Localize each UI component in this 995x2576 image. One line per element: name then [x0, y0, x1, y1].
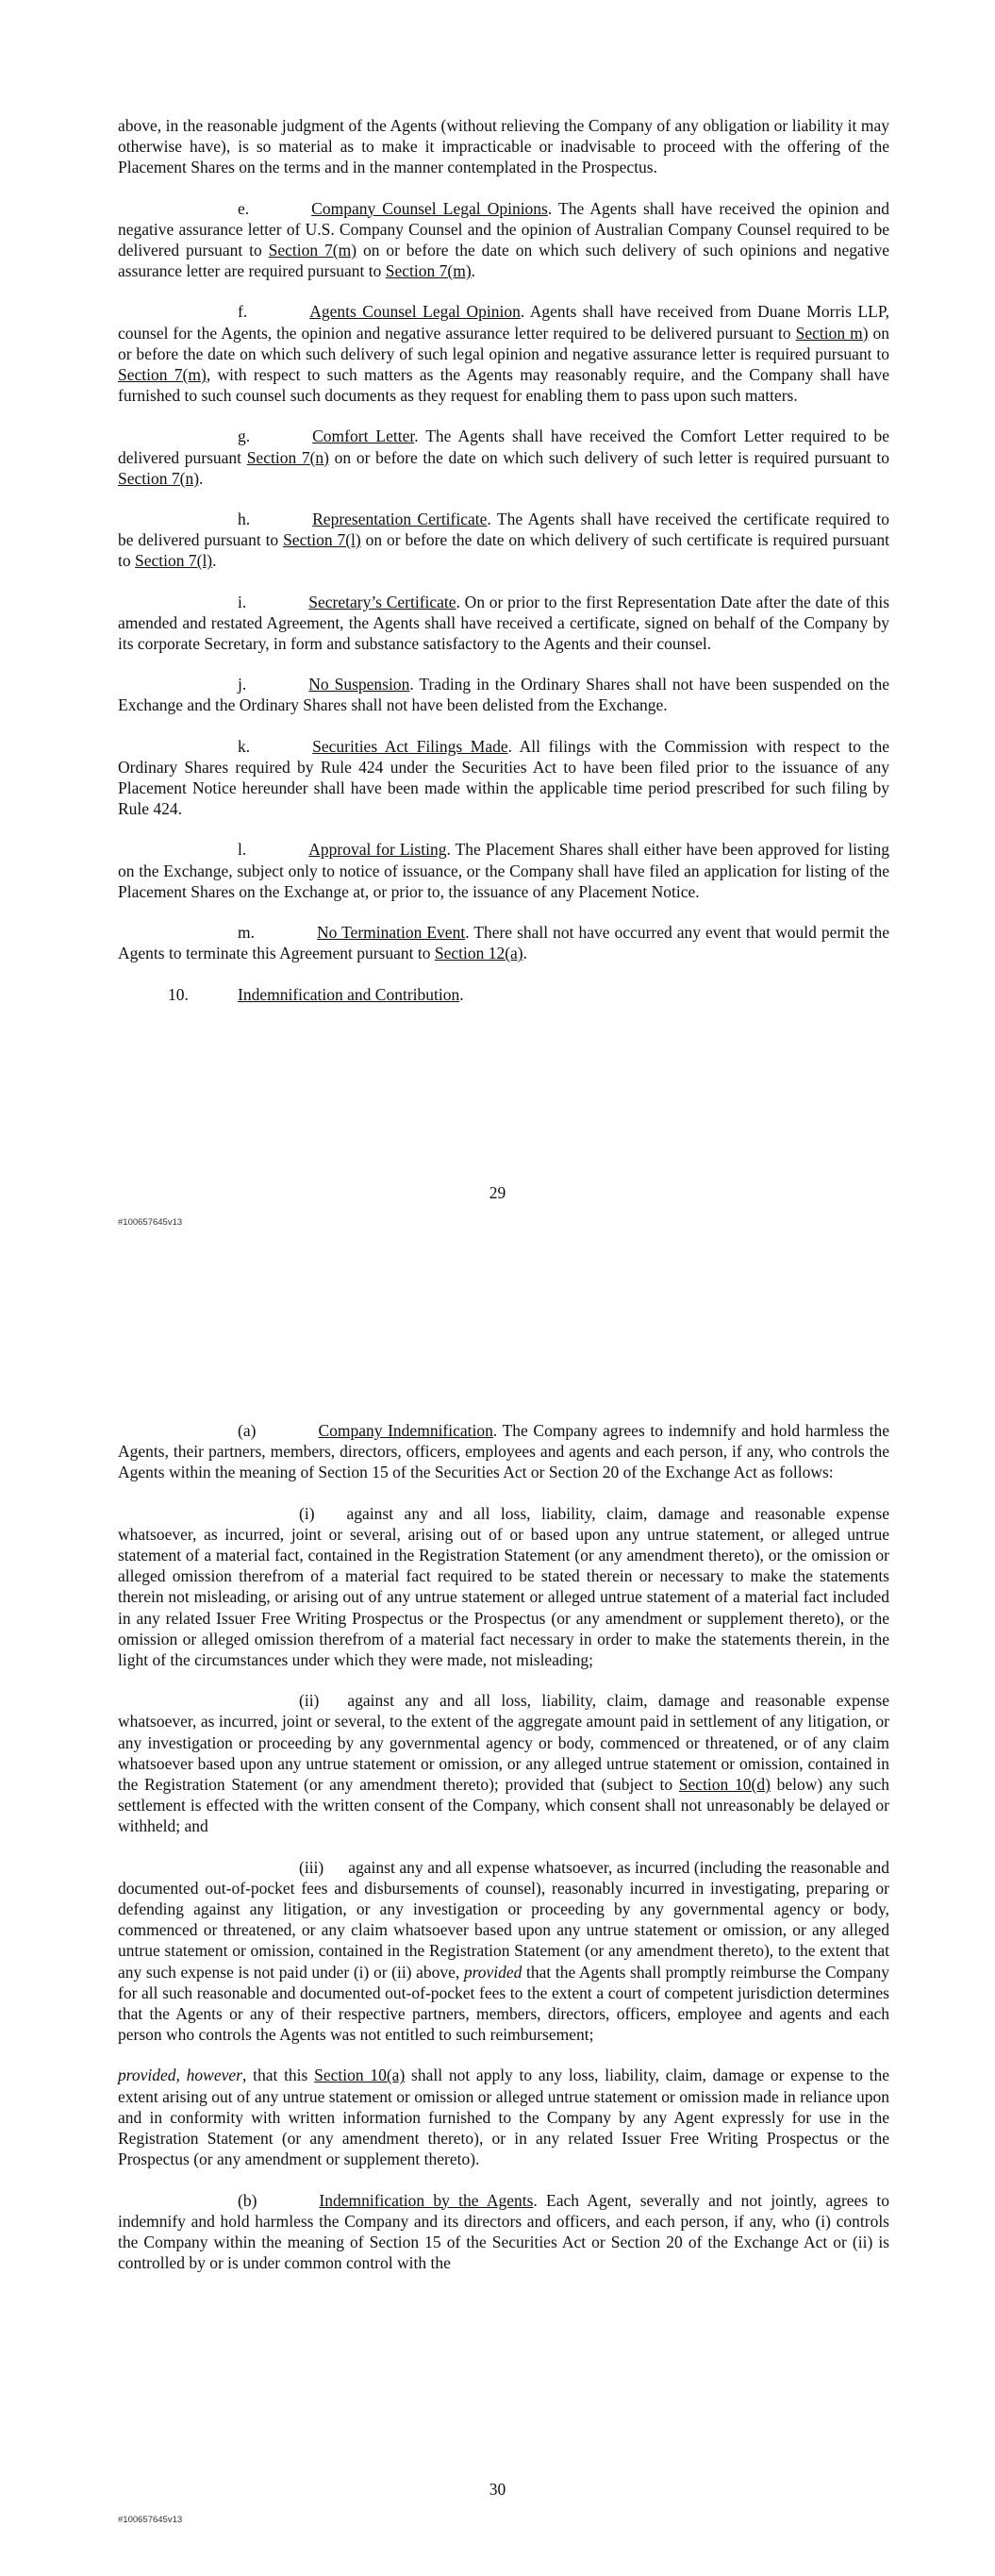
section-reference: Section 7(m)	[385, 261, 472, 281]
section-number: 10.	[168, 984, 189, 1004]
condition-item: h. Representation Certificate. The Agents shall have received the certificate required to be delivered pursuant to Section 7(l) on or before the date on which delivery of such certificate is required pursuant to Section 7(l).	[118, 510, 889, 571]
condition-item: m. No Termination Event. There shall not have occurred any event that would permit the Agents to terminate this Agreement pursuant to Section 12(a).	[118, 923, 889, 963]
page-30-body	[118, 1420, 889, 2293]
clause-a-iii: (iii) against any and all expense whatsoever, as incurred (including the reasonable and documented out-of-pocket fees and disbursements of counsel), reasonably incurred in investigating, preparing or defending against any litigation, or any investigation or proceeding by any governmental agency or body, commenced or threatened, or any claim whatsoever based upon any untrue statement or omission, or any alleged untrue statement or omission, contained in the Registration Statement (or any amendment thereto), to the extent that any such expense is not paid under (i) or (ii) above, provided that the Agents shall promptly reimburse the Company for all such reasonable and documented out-of-pocket fees to the extent a court of competent jurisdiction determines that the Agents or any of their respective partners, members, directors, officers, employee and agents and each person who controls the Agents was not entitled to such reimbursement;	[118, 1857, 889, 2045]
condition-heading: No Suspension	[308, 675, 410, 694]
document-id: #100657645v13	[118, 1217, 183, 1228]
section-reference: Section 7(l)	[135, 551, 213, 571]
section-reference: Section 10(a)	[314, 2066, 406, 2085]
section-reference: Section 12(a)	[434, 944, 523, 963]
section-reference: Section 7(n)	[118, 468, 200, 488]
section-reference: Section 7(m)	[118, 365, 207, 385]
section-reference: Section 7(l)	[283, 530, 361, 550]
page-number: 30	[489, 2480, 506, 2499]
section-reference: Section m)	[795, 323, 869, 343]
condition-heading: Approval for Listing	[308, 840, 447, 860]
condition-heading: Securities Act Filings Made	[312, 736, 508, 756]
condition-item: l. Approval for Listing. The Placement Shares shall either have been approved for listing on the Exchange, subject only to notice of issuance, or the Company shall have filed an application for listing of the Placement Shares on the Exchange at, or prior to, the issuance of any Placement Notice.	[118, 840, 890, 901]
clause-a-heading: Company Indemnification	[318, 1421, 493, 1440]
condition-item: i. Secretary’s Certificate. On or prior to the first Representation Date after the date of this amended and restated Agreement, the Agents shall have received a certificate, signed on behalf of the Company by its corporate Secretary, in form and substance satisfactory to the Agents and their counsel.	[118, 592, 890, 654]
page-29-body	[118, 115, 889, 1025]
condition-item: k. Securities Act Filings Made. All filings with the Commission with respect to the Ordinary Shares required by Rule 424 under the Securities Act to have been filed prior to the issuance of any Placement Notice hereunder shall have been made within the applicable time period prescribed for such filing by Rule 424.	[118, 736, 889, 819]
clause-b: (b) Indemnification by the Agents. Each Agent, severally and not jointly, agrees to indemnify and hold harmless the Company and its directors and officers, and each person, if any, who (i) controls the Company within the meaning of Section 15 of the Securities Act or Section 20 of the Exchange Act or (ii) is controlled by or is under common control with the	[118, 2190, 889, 2273]
condition-item: g. Comfort Letter. The Agents shall have received the Comfort Letter required to be delivered pursuant Section 7(n) on or before the date on which such delivery of such letter is required pursuant to Section 7(n).	[118, 427, 890, 488]
page-30	[0, 1269, 995, 2576]
section-reference: Section 10(d)	[678, 1775, 771, 1795]
condition-heading: No Termination Event	[317, 923, 466, 943]
clause-a: (a) Company Indemnification. The Company agrees to indemnify and hold harmless the Agents, their partners, members, directors, officers, employees and agents and each person, if any, who controls the Agents within the meaning of Section 15 of the Securities Act or Section 20 of the Exchange Act as follows:	[118, 1421, 889, 1482]
section-reference: Section 7(m)	[268, 241, 357, 260]
section-reference: Section 7(n)	[246, 447, 330, 467]
clause-a-i: (i) against any and all loss, liability, claim, damage and reasonable expense whatsoever, as incurred, joint or several, arising out of or based upon any untrue statement, or alleged untrue statement of a material fact, contained in the Registration Statement (or any amendment thereto), or the omission or alleged omission therefrom of a material fact required to be stated therein or necessary to make the statements therein not misleading, or arising out of any untrue statement or alleged untrue statement of a material fact included in any related Issuer Free Writing Prospectus or the Prospectus (or any amendment or supplement thereto), or the omission or alleged omission therefrom of a material fact necessary in order to make the statements therein, in the light of the circumstances under which they were made, not misleading;	[118, 1503, 889, 1670]
condition-item: j. No Suspension. Trading in the Ordinary Shares shall not have been suspended on the Exchange and the Ordinary Shares shall not have been delisted from the Exchange.	[118, 675, 889, 715]
page-number: 29	[489, 1183, 506, 1202]
intro-paragraph: above, in the reasonable judgment of the Agents (without relieving the Company of any obligation or liability it may otherwise have), is so material as to make it impracticable or inadvisable to proceed with the offering of the Placement Shares on the terms and in the manner contemplated in the Prospectus.	[118, 116, 889, 177]
conditions-list	[118, 198, 889, 964]
condition-heading: Agents Counsel Legal Opinion	[309, 302, 521, 322]
page-29	[0, 0, 995, 1269]
document-id: #100657645v13	[118, 2515, 183, 2525]
condition-heading: Comfort Letter	[312, 427, 415, 446]
section-title: Indemnification and Contribution	[238, 984, 460, 1004]
condition-item: e. Company Counsel Legal Opinions. The Agents shall have received the opinion and negative assurance letter of U.S. Company Counsel and the opinion of Australian Company Counsel required to be delivered pursuant to Section 7(m) on or before the date on which such delivery of such opinions and negative assurance letter are required pursuant to Section 7(m).	[118, 198, 889, 281]
clause-a-ii: (ii) against any and all loss, liability, claim, damage and reasonable expense whatsoever, as incurred, joint or several, to the extent of the aggregate amount paid in settlement of any litigation, or any investigation or proceeding by any governmental agency or body, commenced or threatened, or of any claim whatsoever based upon any untrue statement or omission, or any alleged untrue statement or omission, contained in the Registration Statement (or any amendment thereto); provided that (subject to Section 10(d) below) any such settlement is effected with the written consent of the Company, which consent shall not unreasonably be delayed or withheld; and	[118, 1691, 889, 1836]
condition-heading: Representation Certificate	[312, 510, 488, 529]
condition-item: f. Agents Counsel Legal Opinion. Agents shall have received from Duane Morris LLP, counsel for the Agents, the opinion and negative assurance letter required to be delivered pursuant to Section m) on or before the date on which such delivery of such legal opinion and negative assurance letter is required pursuant to Section 7(m), with respect to such matters as the Agents may reasonably require, and the Company shall have furnished to such counsel such documents as they request for enabling them to pass upon such matters.	[118, 302, 889, 406]
condition-heading: Company Counsel Legal Opinions	[311, 198, 548, 218]
proviso-paragraph: provided, however, that this Section 10(a) shall not apply to any loss, liability, claim, damage or expense to the extent arising out of any untrue statement or omission or alleged untrue statement or omission made in reliance upon and in conformity with written information furnished to the Company by any Agent expressly for use in the Registration Statement (or any amendment thereto), or in any related Issuer Free Writing Prospectus or the Prospectus (or any amendment or supplement thereto).	[118, 2066, 890, 2169]
condition-heading: Secretary’s Certificate	[308, 592, 456, 611]
clause-b-heading: Indemnification by the Agents	[319, 2190, 534, 2210]
section-10-heading: 10. Indemnification and Contribution.	[118, 984, 889, 1005]
